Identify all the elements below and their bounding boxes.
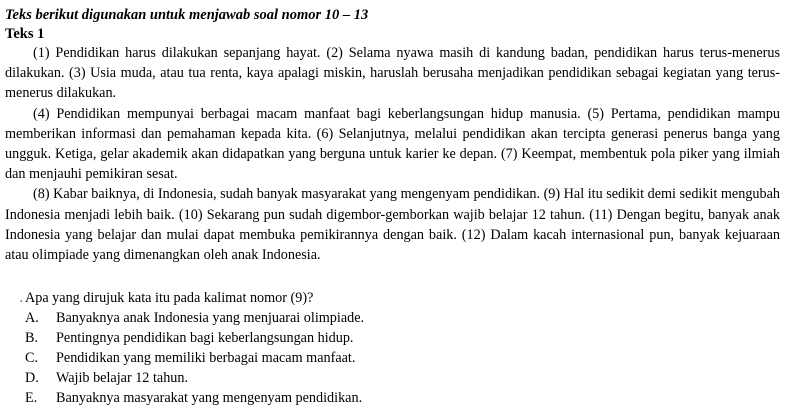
- question-stem: Apa yang dirujuk kata itu pada kalimat nomor (9)?: [25, 290, 314, 306]
- option-text: Pentingnya pendidikan bagi keberlangsungan hidup.: [56, 330, 354, 346]
- option-letter: A.: [25, 310, 39, 326]
- question-number-marker: .: [19, 290, 23, 306]
- question-block: [5, 288, 364, 408]
- instruction-heading: Teks berikut digunakan untuk menjawab soal nomor 10 – 13: [5, 7, 369, 23]
- option-letter: D.: [25, 370, 39, 386]
- option-text: Wajib belajar 12 tahun.: [56, 370, 189, 386]
- option-letter: C.: [25, 350, 39, 366]
- option-c[interactable]: [25, 348, 364, 368]
- paragraph-1: (1) Pendidikan harus dilakukan sepanjang hayat. (2) Selama nyawa masih di kandung badan, pendidikan harus terus-menerus dilakukan. (3) Usia muda, atau tua renta, kaya apalagi miskin, haruslah berusaha menjadikan pendidikan sebagai kegiatan yang terus-menerus dilakukan.: [5, 45, 780, 102]
- text-title: Teks 1: [5, 26, 45, 42]
- option-a[interactable]: [25, 308, 364, 328]
- option-text: Pendidikan yang memiliki berbagai macam manfaat.: [56, 350, 356, 366]
- paragraph-3: (8) Kabar baiknya, di Indonesia, sudah banyak masyarakat yang mengenyam pendidikan. (9) Hal itu sedikit demi sedikit mengubah Indonesia menjadi lebih baik. (10) Sekarang pun sudah digembor-gemborkan wajib belajar 12 tahun. (11) Dengan begitu, banyak anak Indonesia yang belajar dan mulai dapat membuka pemikirannya dengan baik. (12) Dalam kacah internasional pun, banyak kejuaraan atau olimpiade yang dimenangkan oleh anak Indonesia.: [5, 186, 780, 264]
- option-letter: E.: [25, 390, 38, 406]
- question-stem-line: [5, 288, 364, 308]
- option-e[interactable]: [25, 388, 364, 408]
- answer-options: [5, 308, 364, 408]
- reading-passage: [5, 5, 780, 265]
- option-b[interactable]: [25, 328, 364, 348]
- option-text: Banyaknya masyarakat yang mengenyam pendidikan.: [56, 390, 363, 406]
- paragraph-2: (4) Pendidikan mempunyai berbagai macam manfaat bagi keberlangsungan hidup manusia. (5) Pertama, pendidikan mampu memberikan informasi dan pemahaman kepada kita. (6) Selanjutnya, melalui pendidikan akan tercipta generasi penerus banga yang ungguk. Ketiga, gelar akademik akan didapatkan yang berguna untuk karier ke depan. (7) Keempat, membentuk pola piker yang ilmiah dan menjauhi pemikiran sesat.: [5, 105, 780, 183]
- option-text: Banyaknya anak Indonesia yang menjuarai olimpiade.: [56, 310, 365, 326]
- option-letter: B.: [25, 330, 39, 346]
- option-d[interactable]: [25, 368, 364, 388]
